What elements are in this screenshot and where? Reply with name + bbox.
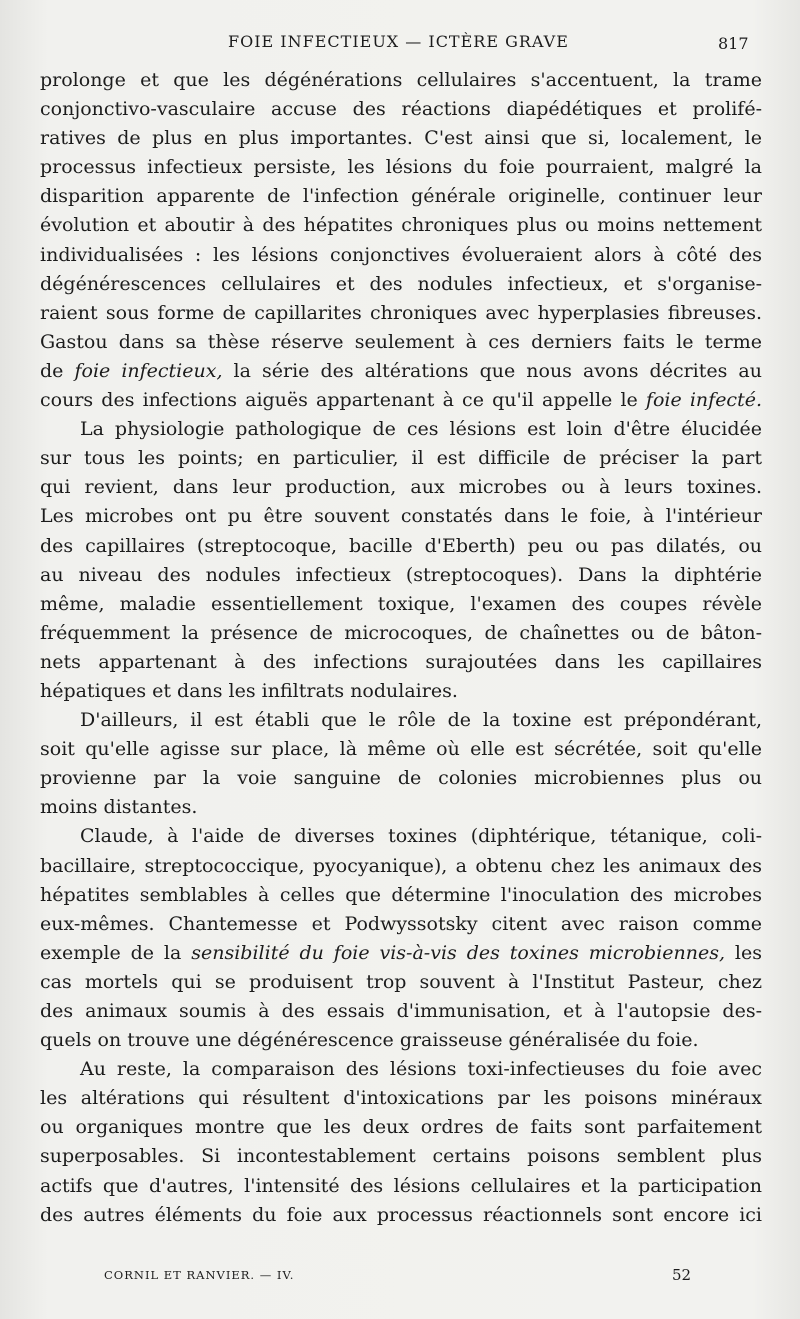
- text-line: provienne par la voie sanguine de colonies microbiennes plus ou: [40, 767, 762, 790]
- italic-term: foie infectieux,: [74, 359, 223, 382]
- text-line: conjonctivo-vasculaire accuse des réactions diapédétiques et prolifé-: [40, 98, 762, 121]
- text-segment: les: [725, 941, 762, 964]
- text-line: nets appartenant à des infections surajoutées dans les capillaires: [40, 650, 762, 673]
- text-line: évolution et aboutir à des hépatites chroniques plus ou moins nettement: [40, 214, 762, 237]
- text-line: même, maladie essentiellement toxique, l'examen des coupes révèle: [40, 592, 762, 615]
- paragraph: [40, 822, 762, 1055]
- text-line: raient sous forme de capillarites chroniques avec hyperplasies fibreuses.: [40, 301, 762, 324]
- text-line: quels on trouve une dégénérescence graisseuse généralisée du foie.: [40, 1029, 699, 1052]
- text-line: sur tous les points; en particulier, il est difficile de préciser la part: [40, 447, 762, 470]
- text-segment: exemple de la: [40, 941, 192, 964]
- text-line: qui revient, dans leur production, aux microbes ou à leurs toxines.: [40, 476, 762, 499]
- text-line: [40, 386, 762, 415]
- text-line: [40, 939, 762, 968]
- text-line: des capillaires (streptocoque, bacille d'Eberth) peu ou pas dilatés, ou: [40, 534, 762, 557]
- paragraph: [40, 415, 762, 706]
- printer-signature: CORNIL ET RANVIER. — IV.: [104, 1268, 295, 1282]
- text-segment: la série des altérations que nous avons décrites au: [222, 359, 762, 382]
- text-line: eux-mêmes. Chantemesse et Podwyssotsky citent avec raison comme: [40, 912, 762, 935]
- paragraph: [40, 1055, 762, 1230]
- text-line: La physiologie pathologique de ces lésions est loin d'être élucidée: [80, 418, 762, 441]
- text-line: [40, 357, 762, 386]
- text-line: les altérations qui résultent d'intoxications par les poisons minéraux: [40, 1087, 762, 1110]
- text-line: des animaux soumis à des essais d'immunisation, et à l'autopsie des-: [40, 1000, 762, 1022]
- text-line: dégénérescences cellulaires et des nodules infectieux, et s'organise-: [40, 272, 762, 295]
- text-line: au niveau des nodules infectieux (streptocoques). Dans la diphtérie: [40, 563, 762, 586]
- text-line: Gastou dans sa thèse réserve seulement à ces derniers faits le terme: [40, 330, 762, 353]
- text-line: des autres éléments du foie aux processus réactionnels sont encore ici: [40, 1203, 762, 1226]
- text-line: soit qu'elle agisse sur place, là même où elle est sécrétée, soit qu'elle: [40, 738, 762, 761]
- text-segment: cours des infections aiguës appartenant à ce qu'il appelle le: [40, 389, 646, 412]
- text-line: moins distantes.: [40, 796, 198, 819]
- text-line: individualisées : les lésions conjonctives évolueraient alors à côté des: [40, 243, 762, 266]
- text-segment: de: [40, 359, 75, 382]
- running-head: [0, 32, 800, 56]
- text-line: bacillaire, streptococcique, pyocyanique), a obtenu chez les animaux des: [40, 854, 762, 877]
- text-line: hépatiques et dans les infiltrats nodulaires.: [40, 679, 458, 702]
- italic-term: sensibilité du foie vis-à-vis des toxines microbiennes,: [191, 941, 726, 964]
- text-line: prolonge et que les dégénérations cellulaires s'accentuent, la trame: [40, 69, 762, 91]
- text-line: D'ailleurs, il est établi que le rôle de la toxine est prépondérant,: [80, 709, 762, 732]
- text-line: Les microbes ont pu être souvent constatés dans le foie, à l'intérieur: [40, 505, 762, 528]
- text-line: ratives de plus en plus importantes. C'est ainsi que si, localement, le: [40, 127, 762, 150]
- text-line: ou organiques montre que les deux ordres de faits sont parfaitement: [40, 1116, 762, 1139]
- text-line: cas mortels qui se produisent trop souvent à l'Institut Pasteur, chez: [40, 970, 762, 993]
- page-footer: [0, 1266, 800, 1288]
- text-line: hépatites semblables à celles que détermine l'inoculation des microbes: [40, 883, 762, 906]
- text-line: superposables. Si incontestablement certains poisons semblent plus: [40, 1145, 762, 1168]
- text-line: actifs que d'autres, l'intensité des lésions cellulaires et la participation: [40, 1174, 762, 1197]
- text-line: Au reste, la comparaison des lésions toxi-infectieuses du foie avec: [80, 1058, 762, 1081]
- running-title: FOIE INFECTIEUX — ICTÈRE GRAVE: [228, 32, 569, 51]
- paragraph: [40, 66, 762, 415]
- page-number: 817: [718, 34, 749, 53]
- text-line: disparition apparente de l'infection générale originelle, continuer leur: [40, 185, 762, 208]
- italic-term: foie infecté.: [645, 389, 762, 412]
- text-line: fréquemment la présence de microcoques, de chaînettes ou de bâton-: [40, 621, 762, 644]
- paragraph: [40, 706, 762, 822]
- body-text: [40, 66, 762, 1230]
- text-line: processus infectieux persiste, les lésions du foie pourraient, malgré la: [40, 156, 762, 179]
- sheet-number: 52: [672, 1266, 692, 1284]
- text-line: Claude, à l'aide de diverses toxines (diphtérique, tétanique, coli-: [80, 825, 762, 848]
